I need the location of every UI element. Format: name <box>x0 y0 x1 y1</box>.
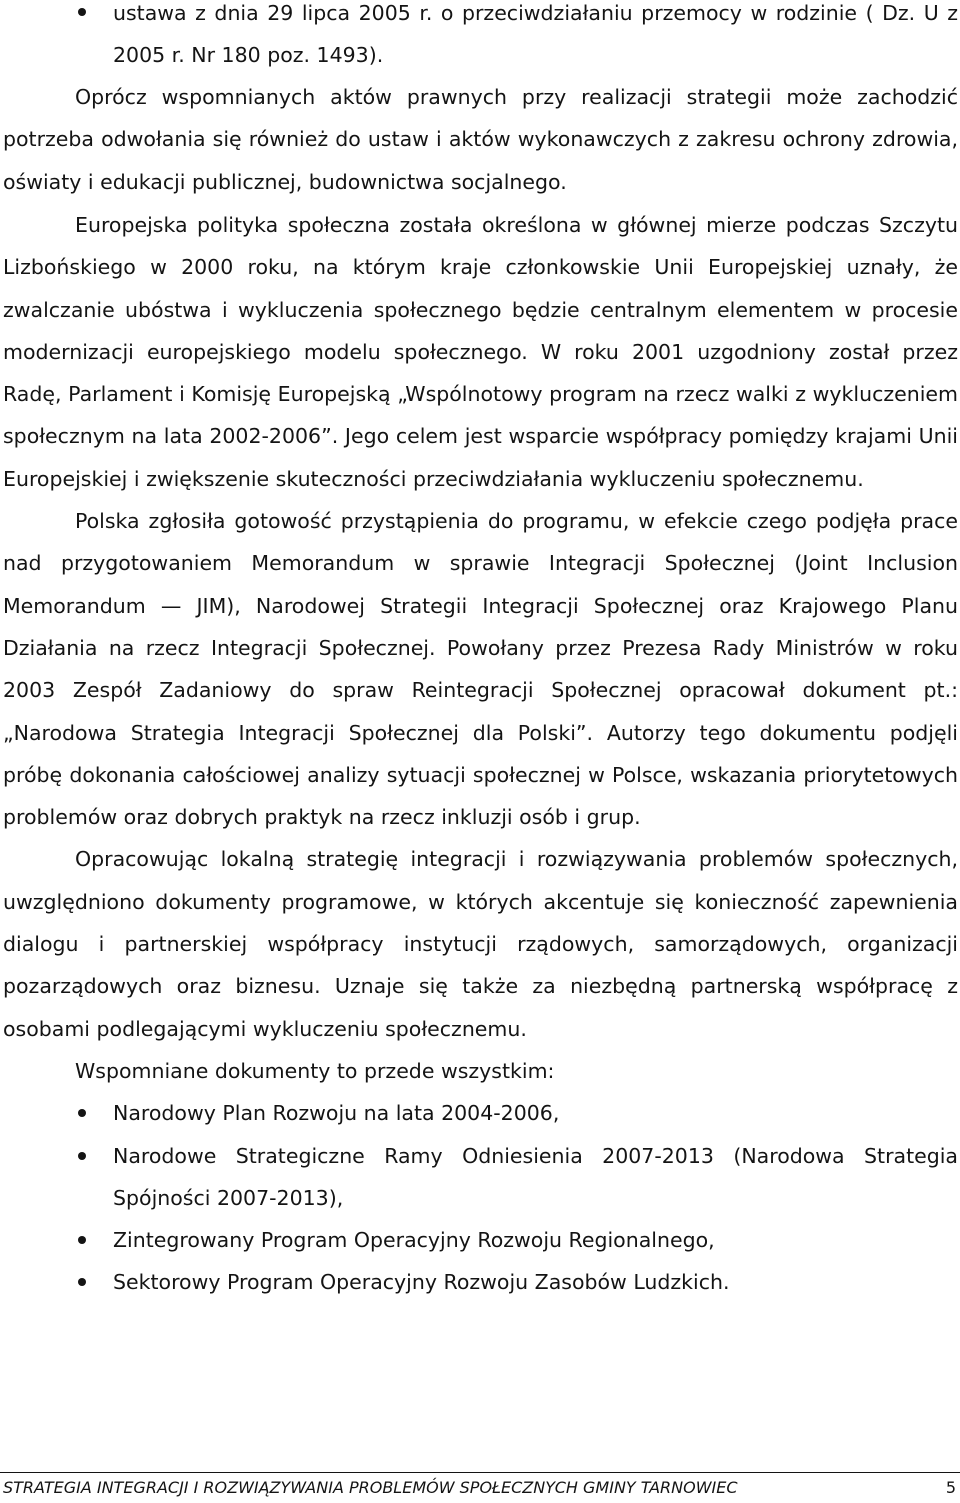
list-item <box>3 1092 958 1134</box>
bullet-icon <box>78 1109 86 1117</box>
footer-title: STRATEGIA INTEGRACJI I ROZWIĄZYWANIA PROBLEMÓW SPOŁECZNYCH GMINY TARNOWIEC <box>3 1478 738 1497</box>
footer-divider <box>0 1472 960 1473</box>
documents-list <box>3 1092 958 1303</box>
list-item <box>3 1135 958 1220</box>
list-item-text: ustawa z dnia 29 lipca 2005 r. o przeciwdziałaniu przemocy w rodzinie ( Dz. U z 2005 r. Nr 180 poz. 1493). <box>113 1 958 68</box>
list-item-text: Narodowy Plan Rozwoju na lata 2004-2006, <box>113 1101 560 1126</box>
paragraph-poland-program: Polska zgłosiła gotowość przystąpienia do programu, w efekcie czego podjęła prace nad przygotowaniem Memorandum w sprawie Integracji Społecznej (Joint Inclusion Memorandum — JIM), Narodowej Strategii Integracji Społecznej oraz Krajowego Planu Działania na rzecz Integracji Społecznej. Powołany przez Prezesa Rady Ministrów w roku 2003 Zespół Zadaniowy do spraw Reintegracji Społecznej opracował dokument pt.: „Narodowa Strategia Integracji Społecznej dla Polski”. Autorzy tego dokumentu podjęli próbę dokonania całościowej analizy sytuacji społecznej w Polsce, wskazania priorytetowych problemów oraz dobrych praktyk na rzecz inkluzji osób i grup. <box>3 509 958 830</box>
paragraph-documents-intro: Wspomniane dokumenty to przede wszystkim: <box>75 1058 555 1083</box>
bullet-icon <box>78 1278 86 1286</box>
body-text <box>3 204 958 1304</box>
list-item-text: Narodowe Strategiczne Ramy Odniesienia 2007-2013 (Narodowa Strategia Spójności 2007-2013), <box>113 1143 958 1210</box>
paragraph-other-acts: Oprócz wspomnianych aktów prawnych przy realizacji strategii może zachodzić potrzeba odwołania się również do ustaw i aktów wykonawczych z zakresu ochrony zdrowia, oświaty i edukacji publicznej, budownictwa socjalnego. <box>3 85 958 194</box>
page-footer <box>3 1478 956 1497</box>
bullet-icon <box>78 1152 86 1160</box>
list-item-text: Zintegrowany Program Operacyjny Rozwoju Regionalnego, <box>113 1228 715 1253</box>
paragraph-eu-policy: Europejska polityka społeczna została określona w głównej mierze podczas Szczytu Lizbońskiego w 2000 roku, na którym kraje członkowskie Unii Europejskiej uznały, że zwalczanie ubóstwa i wykluczenia społecznego będzie centralnym elementem w procesie modernizacji europejskiego modelu społecznego. W roku 2001 uzgodniony został przez Radę, Parlament i Komisję Europejską „Wspólnotowy program na rzecz walki z wykluczeniem społecznym na lata 2002-2006”. Jego celem jest wsparcie współpracy pomiędzy krajami Unii Europejskiej i zwiększenie skuteczności przeciwdziałania wykluczeniu społecznemu. <box>3 213 958 491</box>
list-item <box>3 1219 958 1261</box>
bullet-icon <box>78 8 86 16</box>
bullet-icon <box>78 1236 86 1244</box>
paragraph-local-strategy: Opracowując lokalną strategię integracji i rozwiązywania problemów społecznych, uwzględniono dokumenty programowe, w których akcentuje się konieczność zapewnienia dialogu i partnerskiej współpracy instytucji rządowych, samorządowych, organizacji pozarządowych oraz biznesu. Uznaje się także za niezbędną partnerską współpracę z osobami podlegającymi wykluczeniu społecznemu. <box>3 847 958 1041</box>
page-number: 5 <box>945 1478 956 1497</box>
legal-acts-list-continued <box>3 0 958 77</box>
list-item-text: Sektorowy Program Operacyjny Rozwoju Zasobów Ludzkich. <box>113 1270 730 1295</box>
list-item <box>3 1261 958 1303</box>
list-item <box>3 0 958 77</box>
